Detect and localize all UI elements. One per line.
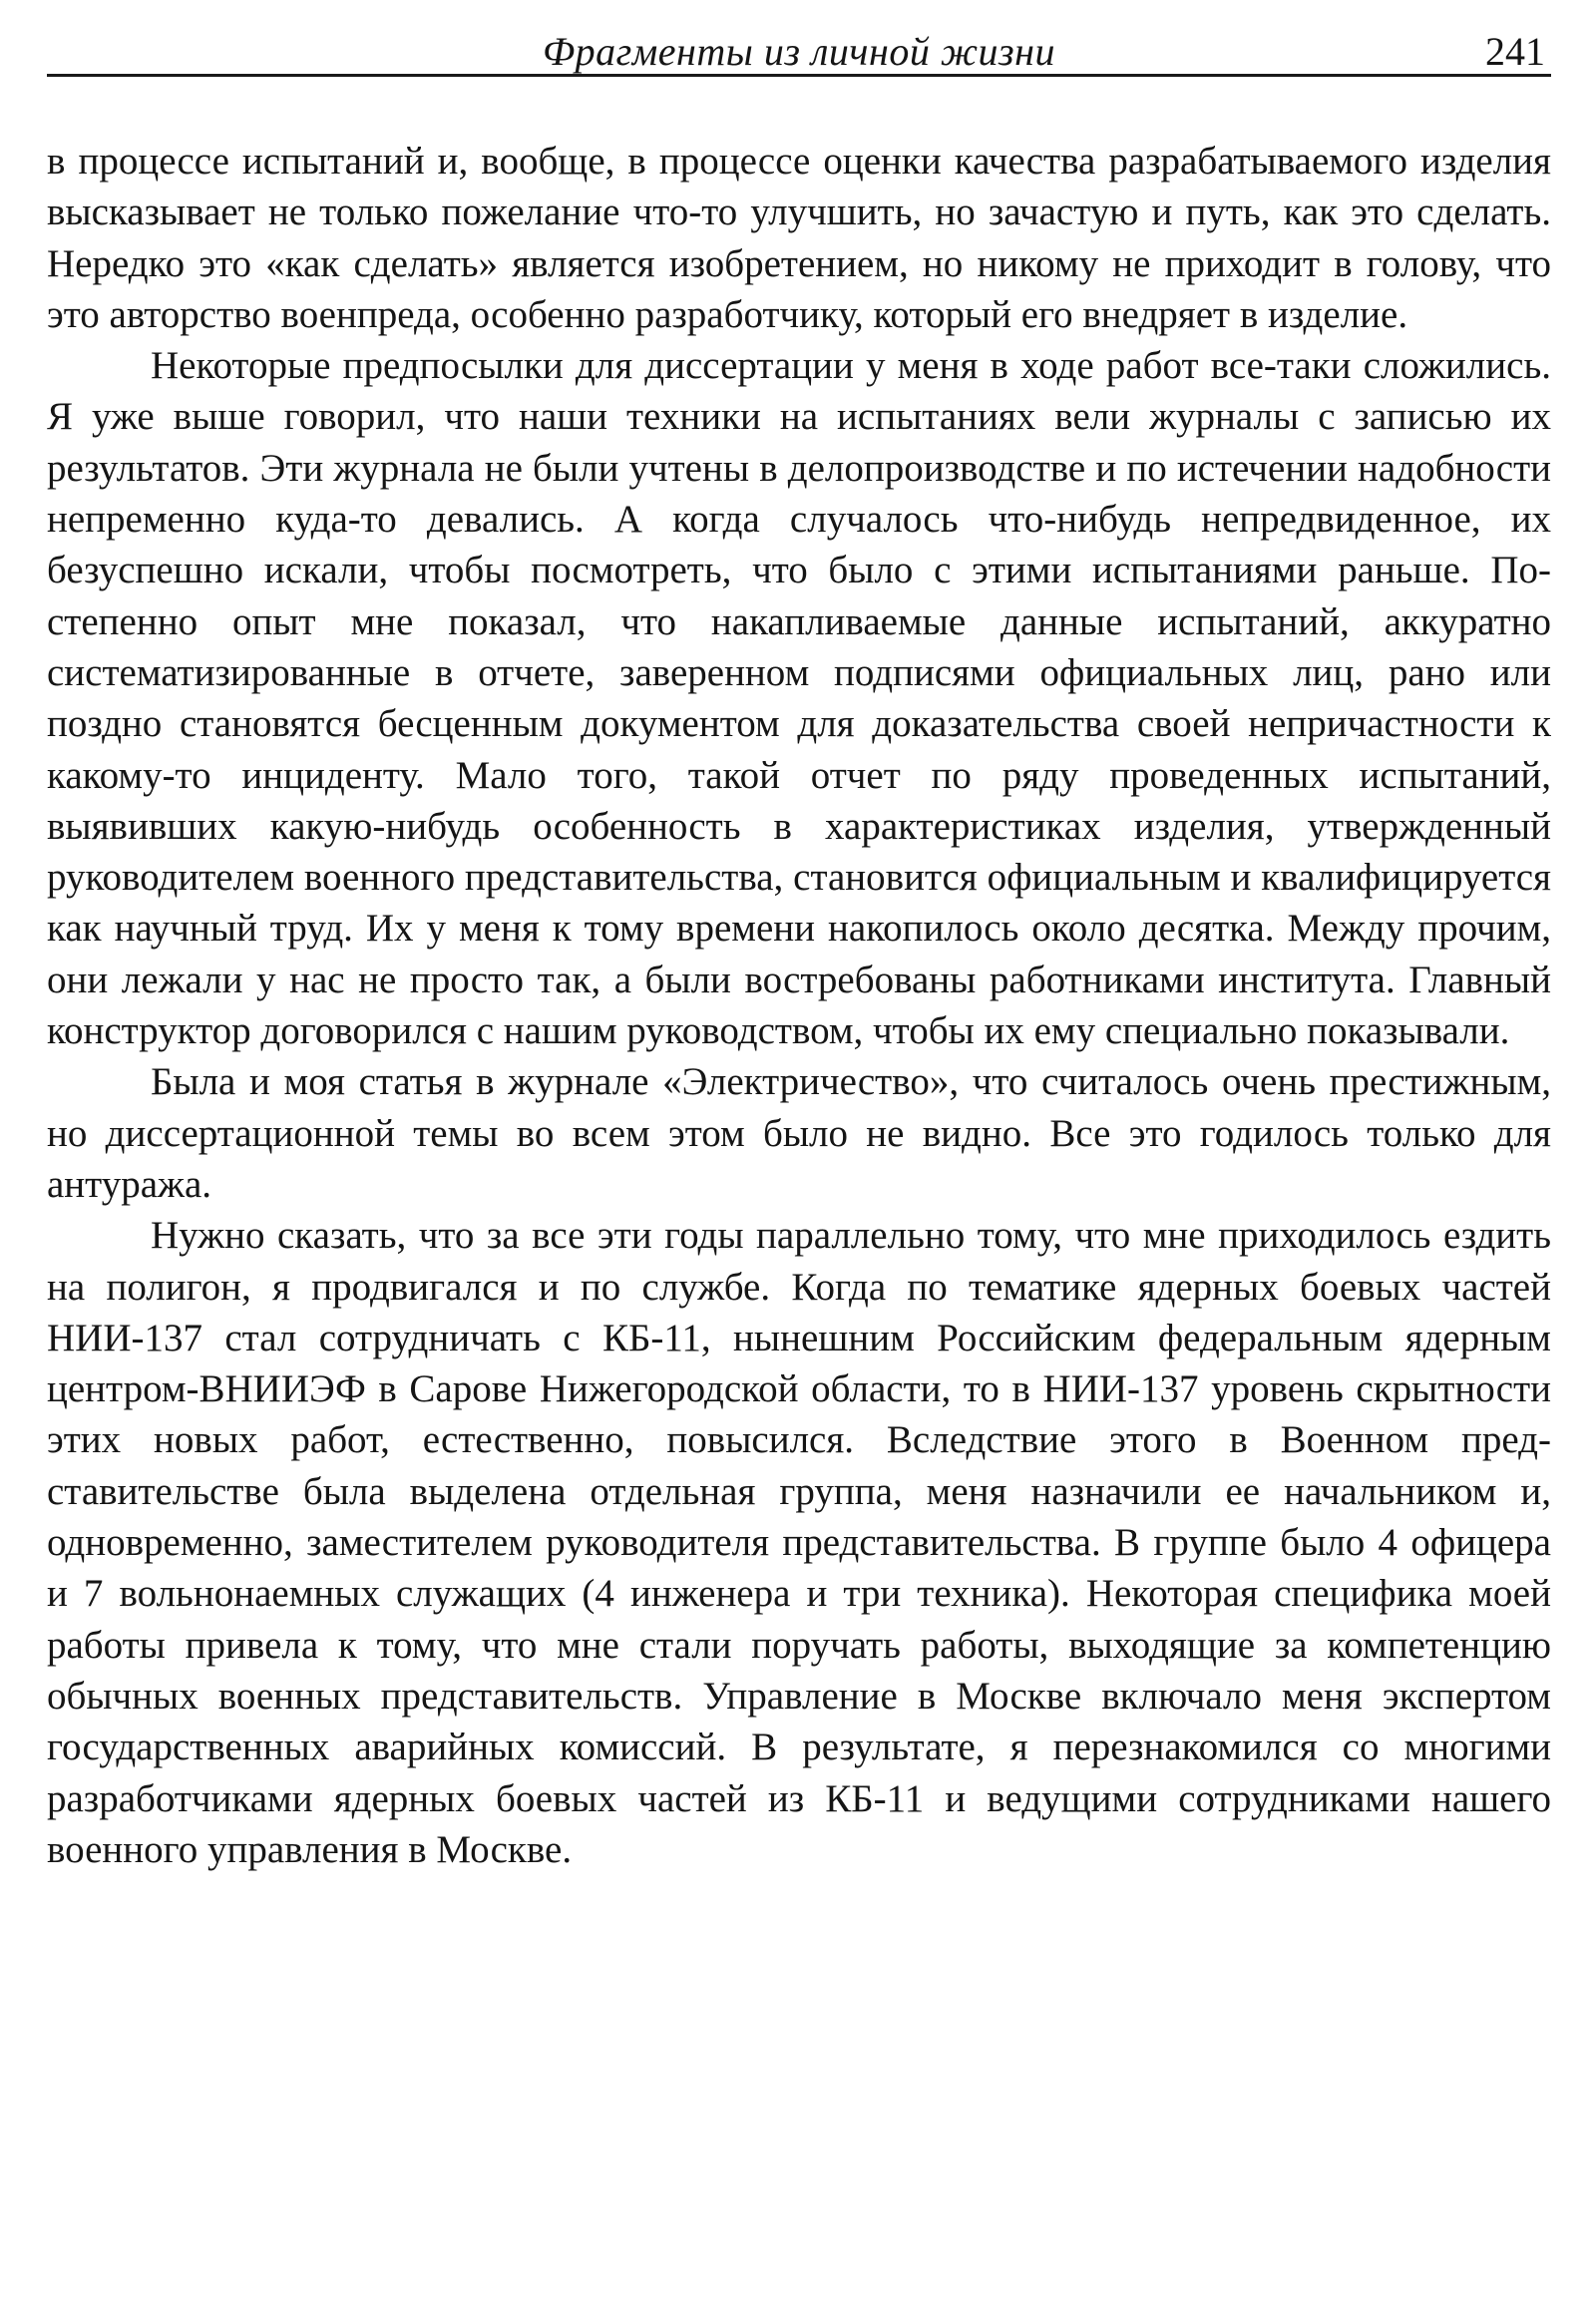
running-title: Фрагменты из личной жизни: [542, 29, 1055, 74]
book-page: [47, 0, 1551, 2311]
paragraph-2: Некоторые предпосылки для диссертации у меня в ходе работ все-таки сложились. Я уже выше говорил, что наши техники на испытаниях вели журналы с записью их результатов. Эти журнала не были учтены в делопроизводстве и по истечении надобности непременно куда-то девались. А когда случалось что-нибудь непредвиденное, их безуспешно искали, чтобы посмотреть, что было с этими испытаниями раньше. Постепенно опыт мне показал, что накапливаемые данные испытаний, аккуратно систематизированные в отчете, заверенном подписями официальных лиц, рано или поздно становятся бесценным документом для доказательства своей непричастности к какому-то инциденту. Мало того, такой отчет по ряду проведенных испытаний, выявивших какую-нибудь особенность в характеристиках изделия, утвержденный руководителем военного представительства, становится официальным и квалифицируется как научный труд. Их у меня к тому времени накопилось около десятка. Между прочим, они лежали у нас не просто так, а были востребованы работниками института. Главный конструктор договорился с нашим руководством, чтобы их ему специально показывали.: [47, 344, 1551, 1053]
paragraph-3: Была и моя статья в журнале «Электричество», что считалось очень престижным, но диссертационной темы во всем этом было не видно. Все это годилось только для антуража.: [47, 1060, 1551, 1206]
paragraph-4: Нужно сказать, что за все эти годы параллельно тому, что мне приходилось ездить на полигон, я продвигался и по службе. Когда по тематике ядерных боевых частей НИИ-137 стал сотрудничать с КБ-11, нынешним Российским федеральным ядерным центром-ВНИИЭФ в Сарове Нижегородской области, то в НИИ-137 уровень скрытности этих новых работ, естественно, повысился. Вследствие этого в Военном представительстве была выделена отдельная группа, меня назначили ее начальником и, одновременно, заместителем руководителя представительства. В группе было 4 офицера и 7 вольнонаемных служащих (4 инженера и три техника). Некоторая специфика моей работы привела к тому, что мне стали поручать работы, выходящие за компетенцию обычных военных представительств. Управление в Москве включало меня экспертом государственных аварийных комиссий. В результате, я перезнакомился со многими разработчиками ядерных боевых частей из КБ-11 и ведущими сотрудниками нашего военного управления в Москве.: [47, 1214, 1551, 1871]
page-number: 241: [1485, 29, 1545, 74]
running-header: [47, 22, 1551, 77]
body-text: [47, 136, 1551, 1875]
paragraph-1: в процессе испытаний и, вообще, в процессе оценки качества разрабатываемого изделия высказывает не только пожелание что-то улучшить, но зачастую и путь, как это сделать. Нередко это «как сделать» является изобретением, но никому не приходит в голову, что это авторство военпреда, особенно разработчику, который его внедряет в изделие.: [47, 140, 1551, 336]
